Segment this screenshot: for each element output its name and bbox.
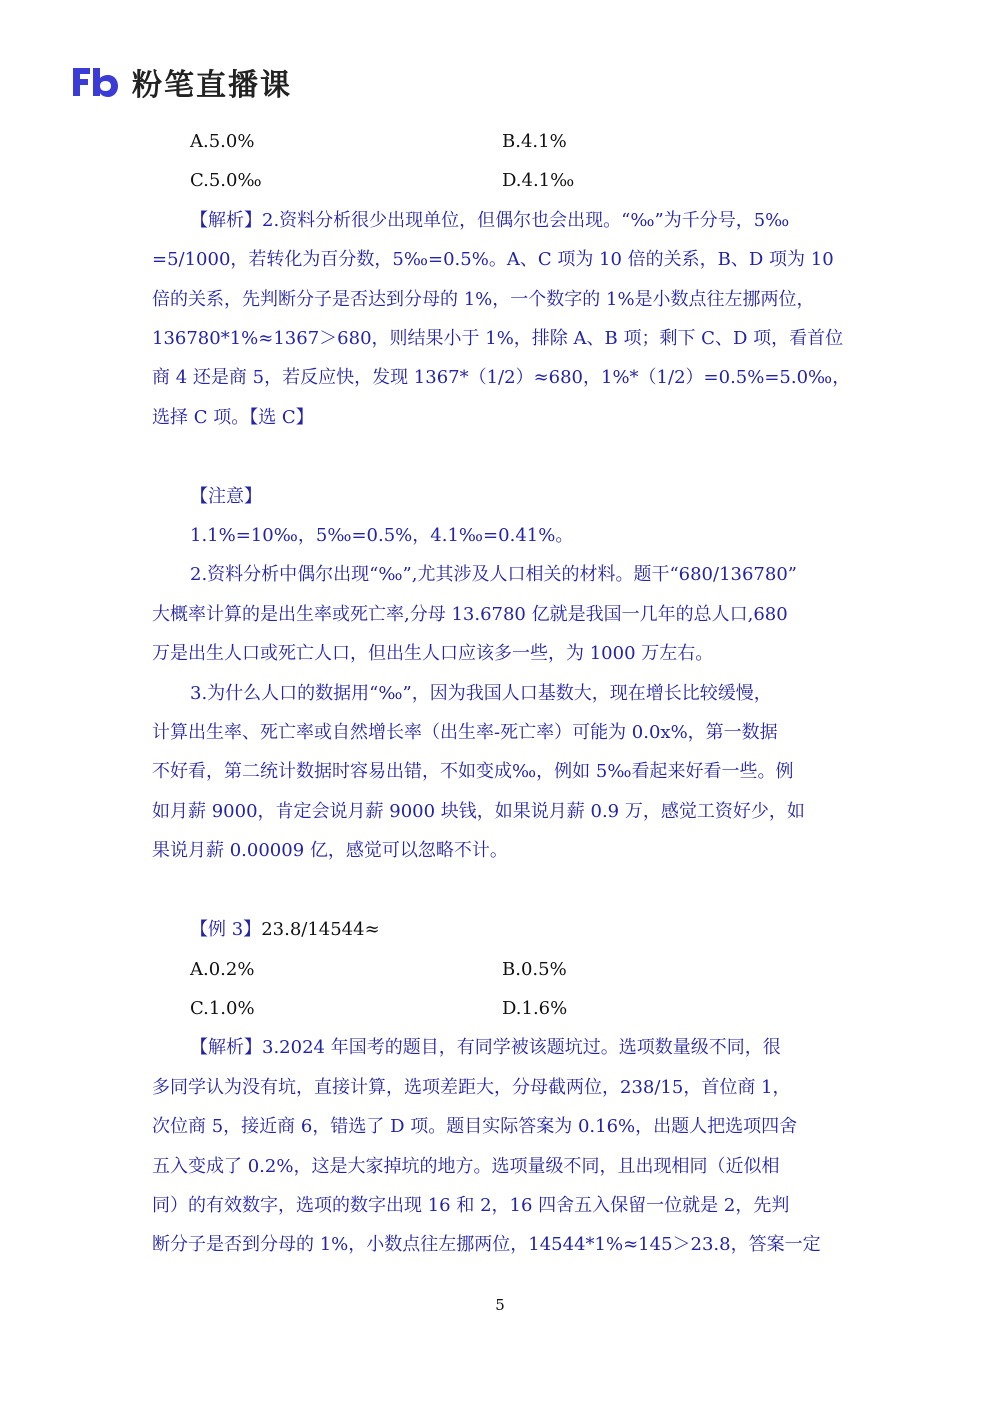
note-title: 【注意】 (190, 485, 262, 507)
note-line: 2.资料分析中偶尔出现“‰”,尤其涉及人口相关的材料。题干“680/136780” (190, 564, 797, 586)
example3-label: 【例 3】 (190, 919, 262, 941)
note-line: 3.为什么人口的数据用“‰”，因为我国人口基数大，现在增长比较缓慢， (190, 682, 772, 704)
q2-options-row-2 (152, 161, 852, 200)
q2-option-a: A.5.0% (190, 131, 255, 152)
fenbi-logo-icon (70, 64, 120, 100)
note-line: 大概率计算的是出生率或死亡率,分母 13.6780 亿就是我国一几年的总人口,680 (152, 603, 788, 625)
q2-analysis-line: 商 4 还是商 5，若反应快，发现 1367*（1/2）≈680，1%*（1/2）=0.5%=5.0‰， (152, 367, 851, 389)
page-content (152, 122, 852, 1265)
note-line: 不好看，第二统计数据时容易出错，不如变成‰，例如 5‰看起来好看一些。例 (152, 761, 794, 783)
q3-analysis-line: 五入变成了 0.2%，这是大家掉坑的地方。选项量级不同，且出现相同（近似相 (152, 1155, 780, 1177)
q3-analysis-line: 次位商 5，接近商 6，错选了 D 项。题目实际答案为 0.16%，出题人把选项四舍 (152, 1116, 798, 1138)
q3-option-d: D.1.6% (502, 997, 568, 1019)
note-line: 万是出生人口或死亡人口，但出生人口应该多一些，为 1000 万左右。 (152, 643, 714, 665)
q3-option-c: C.1.0% (190, 997, 255, 1019)
q2-option-b: B.4.1% (502, 131, 567, 152)
q2-option-d: D.4.1‰ (502, 170, 575, 192)
q2-analysis-line: 倍的关系，先判断分子是否达到分母的 1%，一个数字的 1%是小数点往左挪两位， (152, 288, 815, 310)
note-line: 计算出生率、死亡率或自然增长率（出生率-死亡率）可能为 0.0x%，第一数据 (152, 722, 778, 744)
q3-analysis-line: 同）的有效数字，选项的数字出现 16 和 2，16 四舍五入保留一位就是 2，先判 (152, 1194, 790, 1216)
spacer (152, 437, 852, 476)
q2-analysis-line: 【解析】2.资料分析很少出现单位，但偶尔也会出现。“‰”为千分号，5‰ (190, 209, 790, 231)
example3-question (152, 910, 852, 949)
q3-options-row-1 (152, 950, 852, 989)
q3-analysis-line: 【解析】3.2024 年国考的题目，有同学被该题坑过。选项数量级不同，很 (190, 1037, 781, 1059)
note-line: 如月薪 9000，肯定会说月薪 9000 块钱，如果说月薪 0.9 万，感觉工资好少，如 (152, 800, 805, 822)
example3-expression: 23.8/14544≈ (261, 919, 380, 941)
q2-analysis-line: 136780*1%≈1367＞680，则结果小于 1%，排除 A、B 项；剩下 C、D 项，看首位 (152, 328, 844, 350)
page-number: 5 (495, 1296, 505, 1314)
q2-analysis-line: 选择 C 项。【选 C】 (152, 406, 314, 428)
q2-options-row-1 (152, 122, 852, 161)
q2-analysis-line: =5/1000，若转化为百分数，5‰=0.5%。A、C 项为 10 倍的关系，B、D 项为 10 (152, 249, 834, 271)
q3-option-b: B.0.5% (502, 958, 567, 980)
note-line: 1.1%=10‰，5‰=0.5%，4.1‰=0.41%。 (190, 525, 574, 547)
q3-analysis-line: 多同学认为没有坑，直接计算，选项差距大，分母截两位，238/15，首位商 1， (152, 1076, 791, 1098)
q2-option-c: C.5.0‰ (190, 170, 262, 192)
header (70, 62, 292, 102)
q3-options-row-2 (152, 989, 852, 1028)
q3-analysis-line: 断分子是否到分母的 1%，小数点往左挪两位，14544*1%≈145＞23.8，答案一定 (152, 1234, 821, 1256)
q3-option-a: A.0.2% (190, 958, 255, 980)
spacer (152, 871, 852, 910)
note-line: 果说月薪 0.00009 亿，感觉可以忽略不计。 (152, 840, 508, 862)
brand-name: 粉笔直播课 (132, 68, 292, 103)
